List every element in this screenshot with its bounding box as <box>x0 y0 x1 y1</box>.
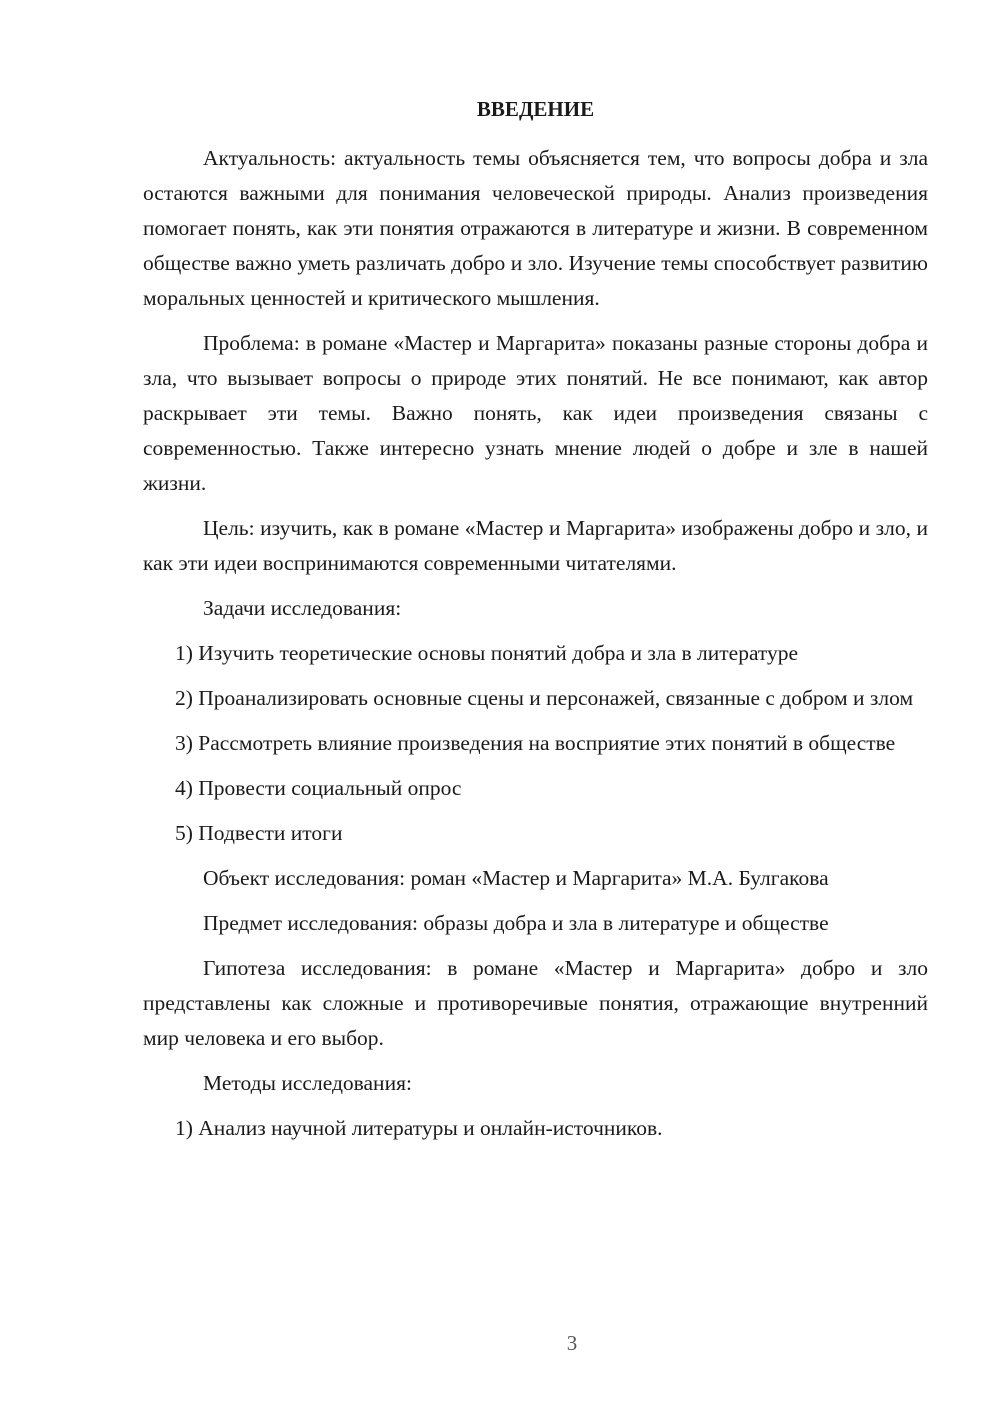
methods-title: Методы исследования: <box>203 1071 412 1095</box>
hypothesis-paragraph: Гипотеза исследования: в романе «Мастер и Маргарита» добро и зло представлены как сложные и противоречивые понятия, отражающие внутренний мир человека и его выбор. <box>143 956 928 1050</box>
section-heading: ВВЕДЕНИЕ <box>476 97 595 121</box>
subject-paragraph: Предмет исследования: образы добра и зла в литературе и обществе <box>203 911 829 935</box>
problem-paragraph: Проблема: в романе «Мастер и Маргарита» показаны разные стороны добра и зла, что вызывает вопросы о природе этих понятий. Не все понимают, как автор раскрывает эти темы. Важно понять, как идеи произведения связаны с современностью. Также интересно узнать мнение людей о добре и зле в нашей жизни. <box>143 331 928 495</box>
task-item: 3) Рассмотреть влияние произведения на восприятие этих понятий в обществе <box>175 731 896 755</box>
object-paragraph: Объект исследования: роман «Мастер и Маргарита» М.А. Булгакова <box>203 866 829 890</box>
page-content <box>143 92 928 1156</box>
goal-paragraph: Цель: изучить, как в романе «Мастер и Маргарита» изображены добро и зло, и как эти идеи воспринимаются современными читателями. <box>143 516 928 575</box>
task-item: 5) Подвести итоги <box>175 821 343 845</box>
task-item: 4) Провести социальный опрос <box>175 776 462 800</box>
task-item: 2) Проанализировать основные сцены и персонажей, связанные с добром и злом <box>175 686 914 710</box>
tasks-title: Задачи исследования: <box>203 596 402 620</box>
task-item: 1) Изучить теоретические основы понятий добра и зла в литературе <box>175 641 799 665</box>
relevance-paragraph: Актуальность: актуальность темы объясняется тем, что вопросы добра и зла остаются важными для понимания человеческой природы. Анализ произведения помогает понять, как эти понятия отражаются в литературе и жизни. В современном обществе важно уметь различать добро и зло. Изучение темы способствует развитию моральных ценностей и критического мышления. <box>143 146 928 310</box>
method-item: 1) Анализ научной литературы и онлайн-источников. <box>175 1116 663 1140</box>
page-number: 3 <box>566 1331 578 1355</box>
